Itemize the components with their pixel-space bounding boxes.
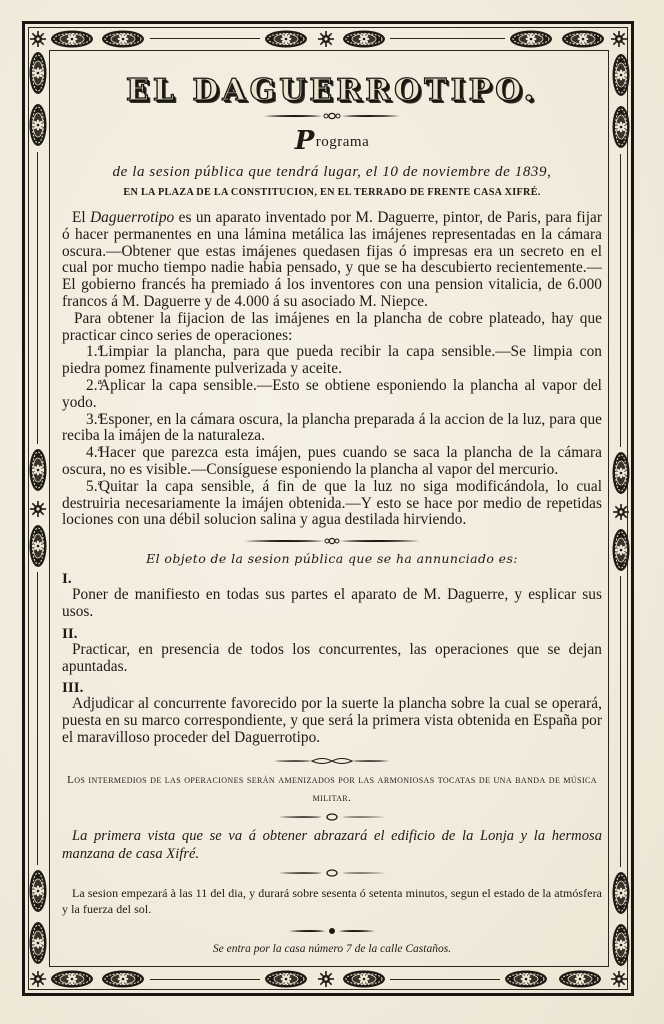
- objects-heading: El objeto de la sesion pública que se ha annunciado es:: [146, 551, 518, 567]
- ornate-divider: [272, 755, 392, 767]
- operation-text: Limpiar la plancha, para que pueda recibir la capa sensible.—Se limpia con piedra pomez finamente pulverizada y aceite.: [62, 343, 602, 378]
- object-numeral: II.: [62, 625, 78, 642]
- border-rule: [150, 979, 260, 980]
- operation-text: Hacer que parezca esta imájen, pues cuando se saca la plancha de la cámara oscura, no es visible.—Consíguese esponiendo la plancha al vapor del mercurio.: [62, 444, 602, 478]
- first-view-note: [62, 827, 602, 863]
- program-initial: P: [294, 126, 315, 156]
- border-rule: [620, 154, 621, 447]
- operation-item: [62, 344, 602, 378]
- oval-ornament-icon: [611, 870, 631, 916]
- object-numeral: III.: [62, 680, 84, 697]
- operation-text: Esponer, en la cámara oscura, la plancha preparada á la accion de la luz, para que reciba la imájen de la naturaleza.: [62, 410, 602, 445]
- schedule-text: La sesion empezará à las 11 del dia, y durará sobre sesenta ó setenta minutos, segun el estado de la atmósfera y la fuerza del sol.: [62, 885, 602, 916]
- rosette-icon: [317, 970, 335, 988]
- operation-number: 1.ª: [86, 343, 102, 361]
- oval-ornament-icon: [508, 29, 554, 49]
- operation-item: [62, 445, 602, 479]
- program-rest: rograma: [315, 134, 370, 150]
- oval-ornament-icon: [28, 50, 48, 96]
- corner-rosette-icon: [610, 30, 628, 48]
- objects-section: [62, 571, 602, 747]
- corner-rosette-icon: [610, 970, 628, 988]
- document-content: [62, 60, 602, 955]
- oval-ornament-icon: [28, 447, 48, 493]
- rosette-icon: [612, 503, 630, 521]
- oval-ornament-icon: [28, 102, 48, 148]
- oval-ornament-icon: [611, 922, 631, 968]
- oval-ornament-icon: [557, 969, 603, 989]
- object-text: Practicar, en presencia de todos los concurrentes, las operaciones que se dejan apuntadas.: [62, 640, 602, 675]
- rosette-icon: [29, 500, 47, 518]
- section-divider: [242, 535, 422, 547]
- oval-ornament-icon: [100, 29, 146, 49]
- document-title: EL DAGUERROTIPO.: [125, 73, 539, 108]
- operation-number: 4.ª: [86, 444, 102, 462]
- oval-ornament-icon: [503, 969, 549, 989]
- border-rule: [390, 38, 505, 39]
- oval-ornament-icon: [611, 52, 631, 98]
- oval-ornament-icon: [611, 527, 631, 573]
- oval-ornament-icon: [611, 450, 631, 496]
- operation-item: [62, 479, 602, 529]
- oval-ornament-icon: [560, 29, 606, 49]
- border-rule: [150, 38, 260, 39]
- operation-item: [62, 412, 602, 446]
- event-line: de la sesion pública que tendrá lugar, el 10 de noviembre de 1839,: [112, 164, 552, 180]
- music-note: Los intermedios de las operaciones serán amenizados por las armoniosas tocatas de una banda de música militar.: [67, 773, 597, 804]
- oval-ornament-icon: [100, 969, 146, 989]
- divider: [277, 867, 387, 879]
- oval-ornament-icon: [49, 29, 95, 49]
- corner-rosette-icon: [29, 970, 47, 988]
- oval-ornament-icon: [263, 29, 309, 49]
- object-numeral: I.: [62, 571, 72, 588]
- operation-number: 2.ª: [86, 376, 102, 394]
- program-heading: [62, 126, 602, 156]
- operation-number: 5.ª: [86, 477, 102, 495]
- object-text: Adjudicar al concurrente favorecido por la suerte la plancha sobre la cual se operará, puesta en su marco correspondiente, y que será la primera vista obtenida en España por el maravilloso proceder del Daguerrotipo.: [62, 695, 602, 746]
- border-rule: [620, 576, 621, 867]
- divider: [277, 811, 387, 823]
- oval-ornament-icon: [49, 969, 95, 989]
- oval-ornament-icon: [263, 969, 309, 989]
- schedule-note: [62, 885, 602, 917]
- oval-ornament-icon: [28, 920, 48, 966]
- oval-ornament-icon: [28, 868, 48, 914]
- border-rule: [37, 152, 38, 444]
- intro-text: es un aparato inventado por M. Daguerre, pintor, de Paris, para fijar ó hacer permanentes en una lámina metálica las imájenes representadas en la cámara oscura.—Obtener que estas imájenes quedasen fijas ó impresas era un secreto en el cual por mucho tiempo nadie habia pensado, y que se ha descubierto recientemente.—El gobierno francés ha premiado á los inventores con una pension vitalicia, de 6.000 francos á M. Daguerre y de 4.000 á su asociado M. Niepce.: [62, 209, 602, 310]
- intro-italic-word: Daguerrotipo: [90, 209, 175, 226]
- oval-ornament-icon: [341, 969, 387, 989]
- divider: [287, 925, 377, 937]
- intro-lead: El: [72, 209, 91, 226]
- operations-section: [62, 311, 602, 529]
- entry-note: Se entra por la casa número 7 de la calle Castaños.: [212, 942, 452, 955]
- operation-text: Quitar la capa sensible, á fin de que la luz no siga modificándola, lo cual destruiria necesariamente la imájen obtenida.—Y esto se hace por medio de repetidas lociones con una débil solucion salina y agua destilada hirviendo.: [62, 477, 602, 529]
- oval-ornament-icon: [28, 523, 48, 569]
- intro-paragraph: [62, 210, 602, 311]
- operation-number: 3.ª: [86, 410, 102, 428]
- oval-ornament-icon: [341, 29, 387, 49]
- first-view-text: La primera vista que se va á obtener abrazará el edificio de la Lonja y la hermosa manzana de casa Xifré.: [62, 827, 602, 862]
- operation-text: Aplicar la capa sensible.—Esto se obtiene esponiendo la plancha al vapor del yodo.: [62, 376, 602, 411]
- operations-intro: Para obtener la fijacion de las imájenes en la plancha de cobre plateado, hay que practicar cinco series de operaciones:: [62, 309, 602, 344]
- corner-rosette-icon: [29, 30, 47, 48]
- oval-ornament-icon: [611, 104, 631, 150]
- location-line: EN LA PLAZA DE LA CONSTITUCION, EN EL TERRADO DE FRENTE CASA XIFRÉ.: [123, 187, 541, 198]
- operation-item: [62, 378, 602, 412]
- border-rule: [390, 979, 500, 980]
- title-divider: [262, 110, 402, 122]
- rosette-icon: [317, 30, 335, 48]
- border-rule: [37, 572, 38, 865]
- object-text: Poner de manifiesto en todas sus partes el aparato de M. Daguerre, y esplicar sus usos.: [62, 586, 602, 620]
